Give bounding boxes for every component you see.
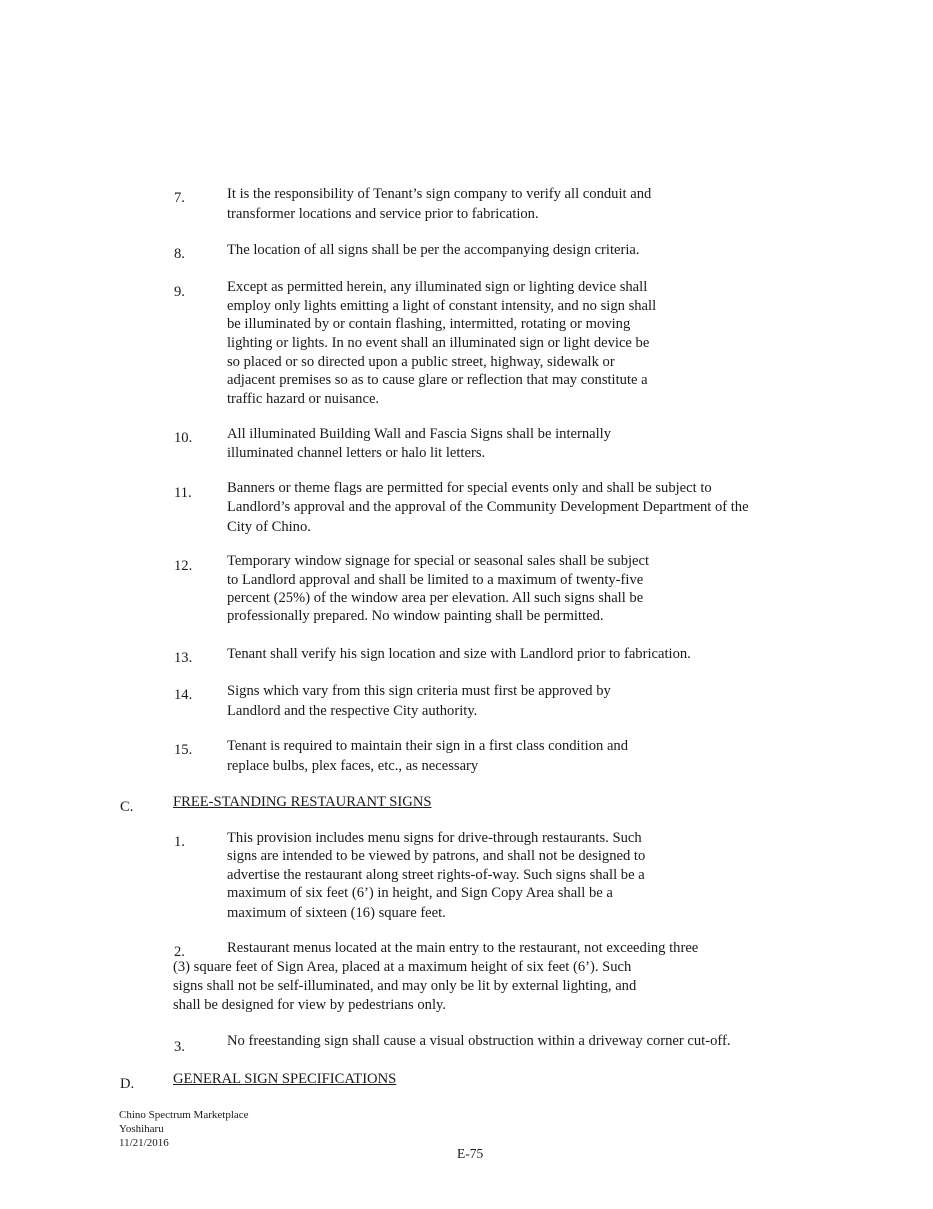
item-line: advertise the restaurant along street rights-of-way. Such signs shall be a — [227, 867, 645, 883]
item-line: employ only lights emitting a light of constant intensity, and no sign shall — [227, 298, 657, 314]
item-line: This provision includes menu signs for drive-through restaurants. Such — [227, 830, 642, 846]
section-letter: C. — [120, 799, 134, 815]
item-line: signs are intended to be viewed by patrons, and shall not be designed to — [227, 848, 646, 864]
item-line: City of Chino. — [227, 519, 311, 535]
item-line: It is the responsibility of Tenant’s sign company to verify all conduit and — [227, 186, 652, 202]
item-number: 13. — [174, 650, 193, 666]
item-number: 15. — [174, 742, 193, 758]
item-line: Landlord’s approval and the approval of the Community Development Department of the — [227, 499, 749, 515]
section-heading: GENERAL SIGN SPECIFICATIONS — [173, 1071, 397, 1087]
item-number: 8. — [174, 246, 185, 262]
footer-project: Chino Spectrum Marketplace — [119, 1109, 249, 1121]
item-line: Tenant is required to maintain their sign in a first class condition and — [227, 738, 629, 754]
item-line: Tenant shall verify his sign location and size with Landlord prior to fabrication. — [227, 646, 691, 662]
item-line: The location of all signs shall be per the accompanying design criteria. — [227, 242, 640, 258]
item-line: Landlord and the respective City authority. — [227, 703, 478, 719]
item-line: No freestanding sign shall cause a visual obstruction within a driveway corner cut-off. — [227, 1033, 731, 1049]
item-line: maximum of sixteen (16) square feet. — [227, 905, 446, 921]
item-line: Except as permitted herein, any illuminated sign or lighting device shall — [227, 279, 648, 295]
item-number: 3. — [174, 1039, 185, 1055]
item-line: replace bulbs, plex faces, etc., as necessary — [227, 758, 479, 774]
item-line: to Landlord approval and shall be limited to a maximum of twenty-five — [227, 572, 644, 588]
page-number: E-75 — [457, 1146, 484, 1161]
item-line: traffic hazard or nuisance. — [227, 391, 380, 407]
item-line: adjacent premises so as to cause glare or reflection that may constitute a — [227, 372, 648, 388]
item-number: 11. — [174, 485, 192, 501]
item-line: Banners or theme flags are permitted for special events only and shall be subject to — [227, 480, 712, 496]
item-line: shall be designed for view by pedestrians only. — [173, 997, 447, 1013]
item-line: signs shall not be self-illuminated, and may only be lit by external lighting, and — [173, 978, 637, 994]
item-number: 10. — [174, 430, 193, 446]
item-line: Temporary window signage for special or seasonal sales shall be subject — [227, 553, 650, 569]
section-letter: D. — [120, 1076, 135, 1092]
item-number: 1. — [174, 834, 185, 850]
item-number: 12. — [174, 558, 193, 574]
item-line: percent (25%) of the window area per elevation. All such signs shall be — [227, 590, 644, 606]
item-line: All illuminated Building Wall and Fascia Signs shall be internally — [227, 426, 612, 442]
item-number: 14. — [174, 687, 193, 703]
item-line: lighting or lights. In no event shall an illuminated sign or light device be — [227, 335, 650, 351]
item-line: professionally prepared. No window painting shall be permitted. — [227, 608, 604, 624]
section-heading: FREE-STANDING RESTAURANT SIGNS — [173, 794, 432, 810]
item-line: so placed or so directed upon a public street, highway, sidewalk or — [227, 354, 615, 370]
item-number: 7. — [174, 190, 185, 206]
item-line: Signs which vary from this sign criteria must first be approved by — [227, 683, 611, 699]
footer-tenant: Yoshiharu — [119, 1123, 164, 1135]
item-line: be illuminated by or contain flashing, intermitted, rotating or moving — [227, 316, 631, 332]
item-line: maximum of six feet (6’) in height, and Sign Copy Area shall be a — [227, 885, 613, 901]
item-line: illuminated channel letters or halo lit letters. — [227, 445, 486, 461]
item-line: (3) square feet of Sign Area, placed at a maximum height of six feet (6’). Such — [173, 959, 632, 975]
item-line: transformer locations and service prior to fabrication. — [227, 206, 539, 222]
footer-date: 11/21/2016 — [119, 1137, 169, 1149]
item-number: 9. — [174, 284, 185, 300]
item-number: 2. — [174, 944, 185, 960]
item-line: Restaurant menus located at the main entry to the restaurant, not exceeding three — [227, 940, 699, 956]
